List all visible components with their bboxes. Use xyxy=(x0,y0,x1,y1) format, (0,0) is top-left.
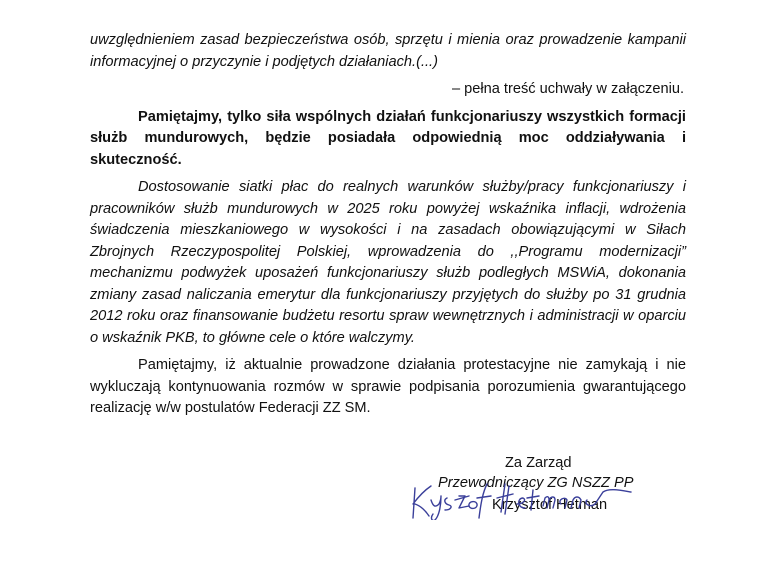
paragraph-goals: Dostosowanie siatki płac do realnych warunków służby/pracy funkcjonariuszy i pracowników służb mundurowych w 2025 roku powyżej wskaźnika inflacji, wdrożenia świadczenia mieszkaniowego w wysokości i na zasadach obowiązującymi w Siłach Zbrojnych Rzeczypospolitej Polskiej, wprowadzenia do ,,Programu modernizacji” mechanizmu podwyżek uposażeń funkcjonariuszy służb podległych MSWiA, dokonania zmiany zasad naliczania emerytur dla funkcjonariuszy przyjętych do służby po 31 grudnia 2012 roku oraz finansowanie budżetu resortu spraw wewnętrznych i administracji w oparciu o wskaźnik PKB, to główne cele o które walczymy. xyxy=(90,179,686,346)
signature-block xyxy=(420,453,660,523)
letter-body xyxy=(90,30,686,420)
attachment-note: – pełna treść uchwały w załączeniu. xyxy=(452,81,684,97)
signatory-name: Krzysztof Hetman xyxy=(492,497,608,513)
on-behalf-label: Za Zarząd xyxy=(505,455,572,471)
paragraph-continuation: uwzględnieniem zasad bezpieczeństwa osób, sprzętu i mienia oraz prowadzenie kampanii informacyjnej o przyczynie i podjętych działaniach.(...) xyxy=(90,32,686,70)
signatory-title: Przewodniczący ZG NSZZ PP xyxy=(438,475,634,491)
paragraph-closing: Pamiętajmy, iż aktualnie prowadzone działania protestacyjne nie zamykają i nie wykluczają kontynuowania rozmów w sprawie podpisania porozumienia gwarantującego realizację w/w postulatów Federacji ZZ SM. xyxy=(90,357,686,416)
paragraph-bold-appeal: Pamiętajmy, tylko siła wspólnych działań funkcjonariuszy wszystkich formacji służb mundurowych, będzie posiadała odpowiednią moc oddziaływania i skuteczność. xyxy=(90,108,686,168)
